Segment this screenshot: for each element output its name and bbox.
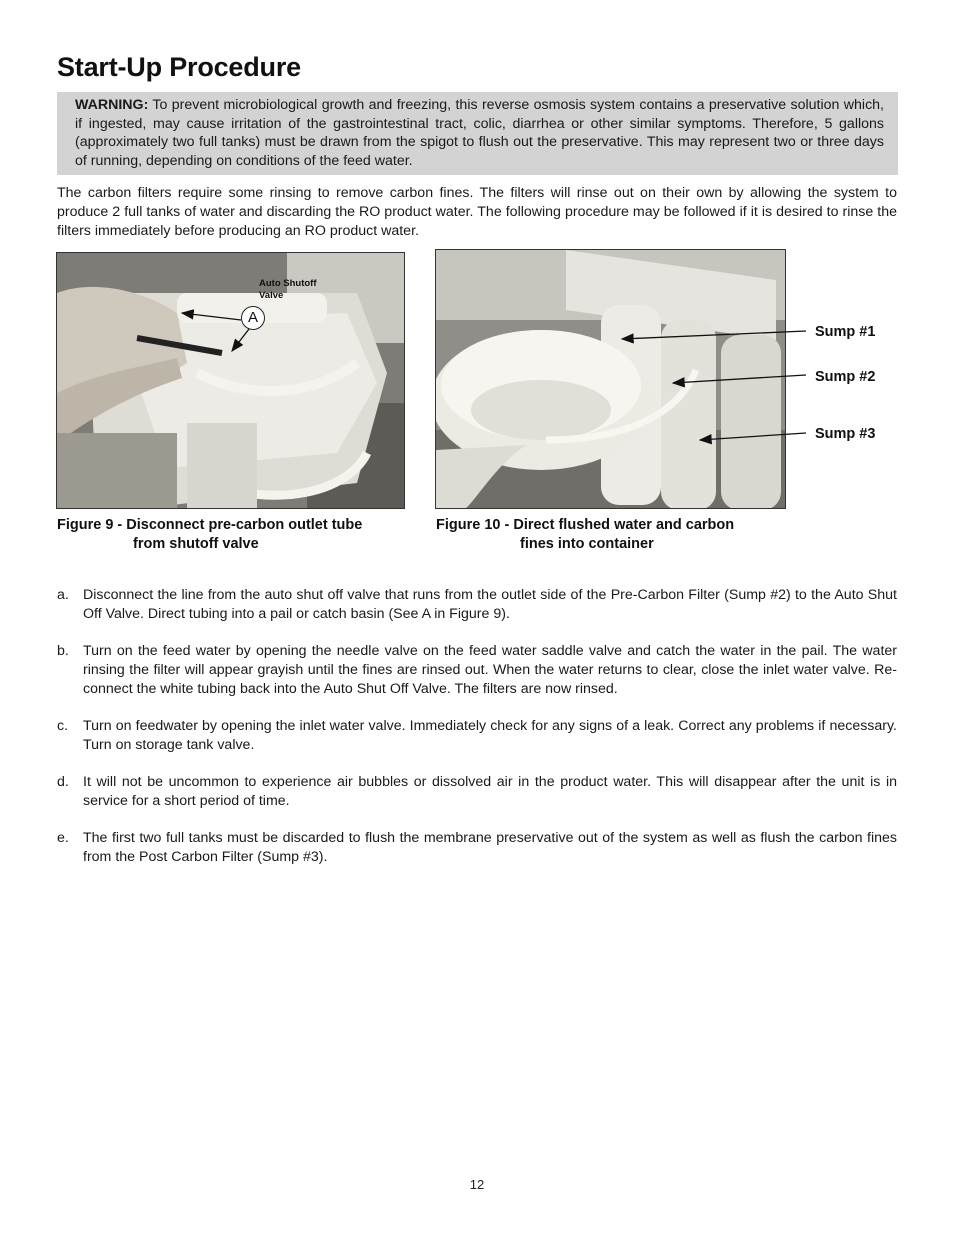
step-text: It will not be uncommon to experience air bubbles or dissolved air in the product water. This will disappear after the unit is in service for a short period of time. [83, 774, 897, 809]
sump-2-label: Sump #2 [815, 369, 876, 385]
page-number: 12 [469, 1177, 485, 1192]
list-item [57, 586, 897, 624]
list-item [57, 773, 897, 811]
callout-marker-a: A [241, 306, 265, 330]
auto-shutoff-valve-label [259, 278, 317, 302]
callout-line-1: Auto Shutoff [259, 278, 317, 289]
figure-9-caption-line-2: from shutoff valve [133, 535, 259, 552]
figure-10-caption [436, 516, 734, 553]
warning-label: WARNING: [75, 97, 149, 113]
step-text: Disconnect the line from the auto shut off valve that runs from the outlet side of the Pre-Carbon Filter (Sump #2) to the Auto Shut Off Valve. Direct tubing into a pail or catch basin (See A in Figure 9). [83, 587, 897, 622]
step-text: The first two full tanks must be discarded to flush the membrane preservative out of the system as well as flush the carbon fines from the Post Carbon Filter (Sump #3). [83, 830, 897, 865]
figure-9-photo [56, 252, 405, 509]
sump-1-label: Sump #1 [815, 324, 876, 340]
figure-9-caption-line-1: Figure 9 - Disconnect pre-carbon outlet tube [57, 517, 363, 533]
step-text: Turn on the feed water by opening the needle valve on the feed water saddle valve and catch the water in the pail. The water rinsing the filter will appear grayish until the fines are rinsed out. When the water returns to clear, close the inlet water valve. Re-connect the white tubing back into the Auto Shut Off Valve. The filters are now rinsed. [83, 643, 897, 697]
step-letter: a. [57, 587, 69, 603]
page-title: Start-Up Procedure [57, 52, 301, 82]
warning-box [57, 92, 898, 175]
list-item [57, 642, 897, 698]
warning-text: To prevent microbiological growth and freezing, this reverse osmosis system contains a preservative solution which, if ingested, may cause irritation of the gastrointestinal tract, colic, diarrhea or other similar symptoms. Therefore, 5 gallons (approximately two full tanks) must be drawn from the spigot to flush out the preservative. This may represent two or three days of running, depending on conditions of the feed water. [75, 97, 884, 169]
step-letter: e. [57, 830, 69, 846]
list-item [57, 717, 897, 755]
step-text: Turn on feedwater by opening the inlet water valve. Immediately check for any signs of a leak. Correct any problems if necessary. Turn on storage tank valve. [83, 718, 897, 753]
figure-10-photo [435, 249, 786, 509]
sump-3-label: Sump #3 [815, 426, 876, 442]
callout-line-2: Valve [259, 290, 284, 301]
list-item [57, 829, 897, 867]
step-letter: d. [57, 774, 69, 790]
figure-10-caption-line-2: fines into container [520, 535, 654, 552]
step-letter: b. [57, 643, 69, 659]
figure-10-caption-line-1: Figure 10 - Direct flushed water and carbon [436, 517, 735, 533]
figure-9-caption [57, 516, 362, 553]
intro-paragraph: The carbon filters require some rinsing to remove carbon fines. The filters will rinse out on their own by allowing the system to produce 2 full tanks of water and discarding the RO product water. The following procedure may be followed if it is desired to rinse the filters immediately before producing an RO product water. [57, 185, 897, 239]
step-letter: c. [57, 718, 69, 734]
